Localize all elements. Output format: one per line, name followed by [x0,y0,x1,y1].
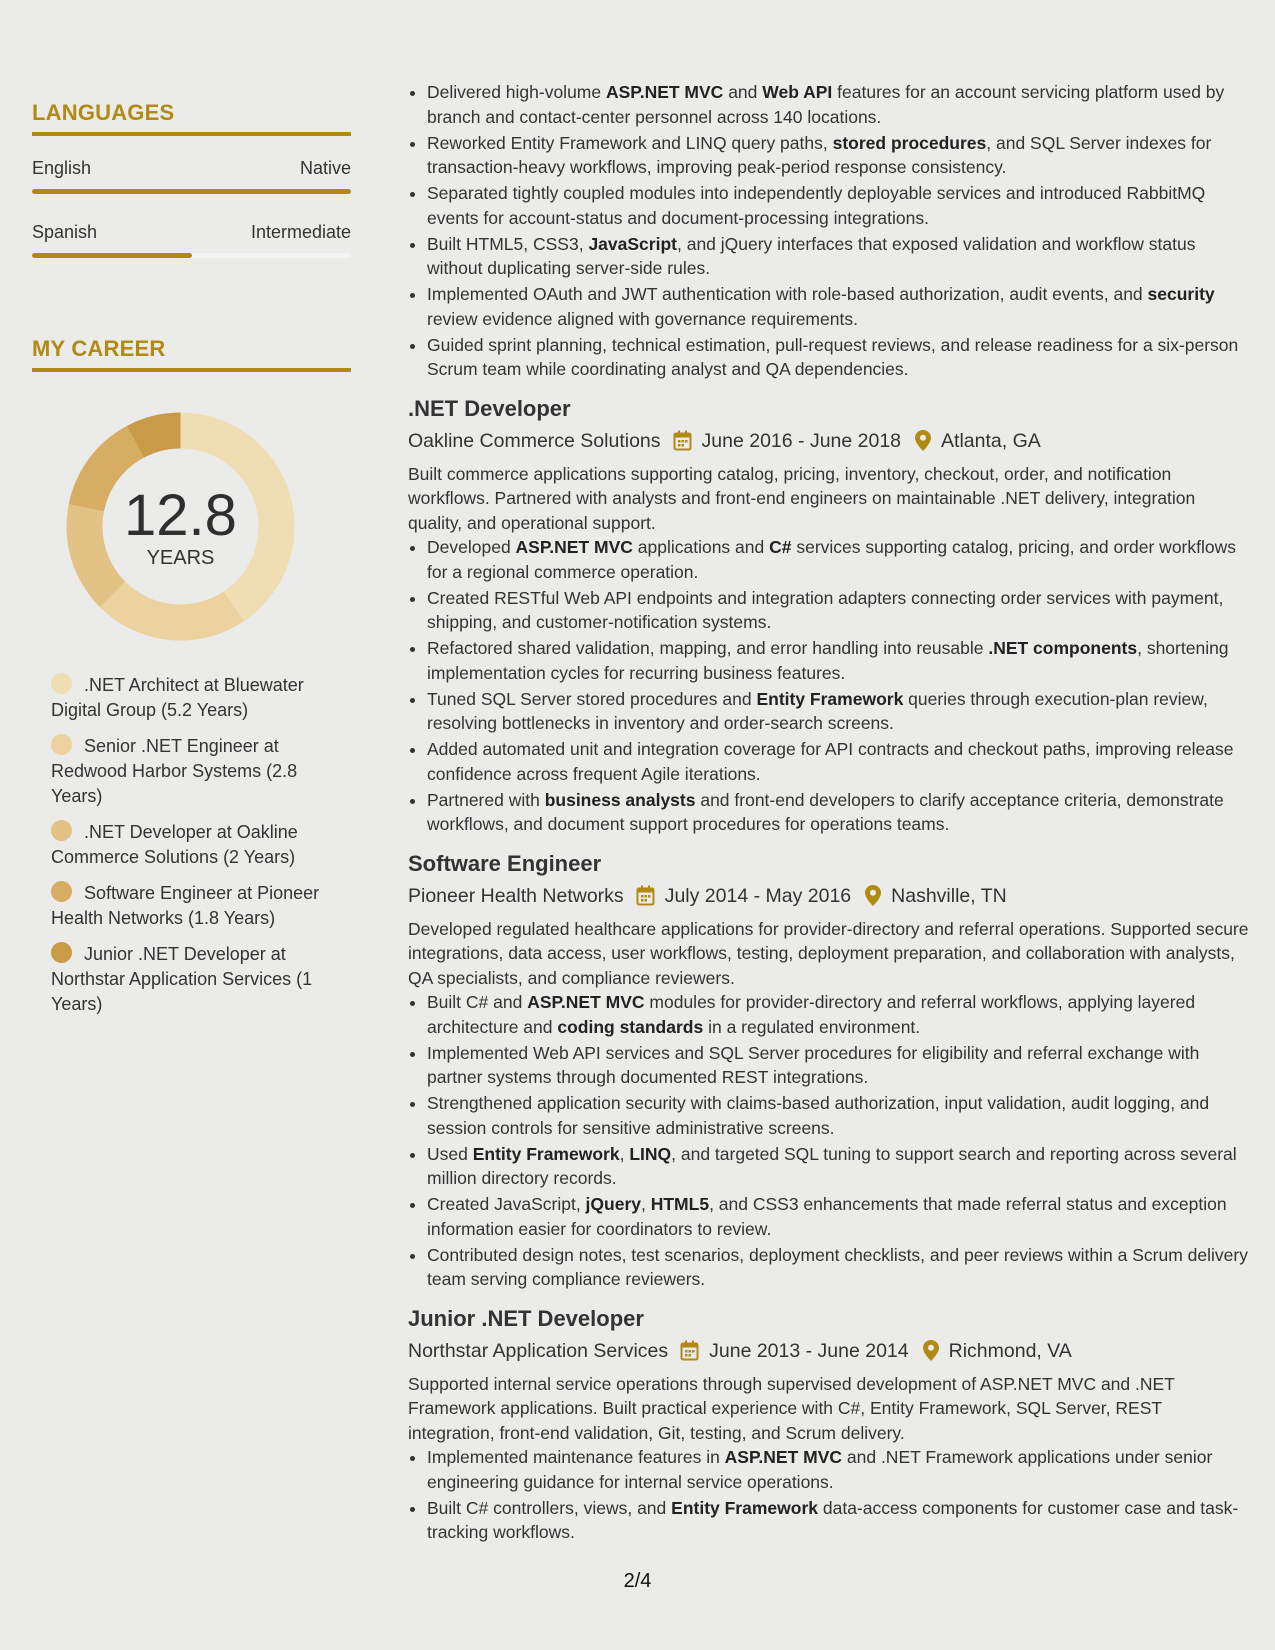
bullet-text: and .NET Framework applications under senior engineering guidance for internal service operations. [427,1447,1213,1492]
bullet-text: , and jQuery interfaces that exposed validation and workflow status without duplicating server-side rules. [427,233,1196,278]
bold-keyword: ASP.NET MVC [724,1447,843,1467]
language-item [32,158,351,194]
job-location: Richmond, VA [948,1339,1072,1362]
bold-keyword: HTML5 [650,1194,710,1214]
bullet-text: and front-end developers to clarify acceptance criteria, demonstrate workflows, and document support procedures for operations teams. [427,789,1224,834]
company-name: Oakline Commerce Solutions [408,429,661,452]
job-meta [408,426,1252,456]
bullet-item [427,282,1252,331]
bullet-text: , and CSS3 enhancements that made referral status and exception information easier for coordinators to review. [427,1194,1227,1239]
bullet-text: Implemented OAuth and JWT authentication with role-based authorization, audit events, and [427,284,1148,304]
bullet-item [427,232,1252,281]
bullet-item [427,1041,1252,1090]
bullet-item [427,1243,1252,1292]
career-donut-chart [66,412,295,641]
bold-keyword: .NET components [988,638,1138,658]
bullet-item [427,737,1252,786]
bullet-item [427,788,1252,837]
bold-keyword: ASP.NET MVC [527,992,645,1012]
donut-center [66,412,295,641]
bullet-text: Added automated unit and integration coverage for API contracts and checkout paths, improving release confidence across frequent Agile iterations. [427,739,1234,784]
calendar-icon [673,430,692,451]
bullet-item [427,1091,1252,1140]
bullet-text: Created RESTful Web API endpoints and integration adapters connecting order services with payment, shipping, and customer-notification systems. [427,587,1224,632]
proficiency-fill [32,189,351,194]
job-bullets [408,990,1252,1292]
bold-keyword: coding standards [557,1016,704,1037]
job-location: Atlanta, GA [941,429,1041,452]
bold-keyword: Entity Framework [756,688,904,709]
language-level: Native [299,158,351,178]
bullet-text: Separated tightly coupled modules into independently deployable services and introduced RabbitMQ events for account-status and document-processing integrations. [427,183,1206,228]
bullet-text: Implemented maintenance features in [427,1447,725,1467]
bold-keyword: JavaScript [588,233,677,254]
language-row [32,222,351,243]
legend-label: .NET Developer at Oakline Commerce Solutions (2 Years) [51,822,298,867]
bullet-item [427,636,1252,685]
bullet-text: , and SQL Server indexes for transaction-heavy workflows, improving peak-period response consistency. [427,132,1212,177]
bullet-item [427,1142,1252,1191]
bullet-item [427,1445,1252,1494]
bullet-text: Guided sprint planning, technical estimation, pull-request reviews, and release readiness for a six-person Scrum team while coordinating analyst and QA dependencies. [427,334,1239,379]
job-bullets [408,1445,1252,1545]
bold-keyword: ASP.NET MVC [605,82,724,102]
legend-item [51,881,341,931]
proficiency-bar [32,253,351,258]
job-bullets [408,535,1252,837]
location-pin-icon [923,1340,939,1361]
previous-role-bullets [408,80,1252,382]
bullet-text: , shortening implementation cycles for recurring business features. [427,638,1229,683]
bold-keyword: security [1147,284,1215,304]
bullet-text: Built C# and [427,992,528,1012]
bullet-item [427,535,1252,584]
bullet-text: and [723,82,763,102]
bullet-text: features for an account servicing platform used by branch and contact-center personnel across 140 locations. [427,82,1225,127]
bullet-text: services supporting catalog, pricing, and order workflows for a regional commerce operation. [427,537,1236,582]
bullet-text: , [619,1143,630,1164]
career-legend [51,673,341,1017]
legend-swatch [51,673,72,694]
legend-item [51,820,341,870]
bullet-item [427,1192,1252,1241]
language-item [32,222,351,258]
bullet-text: Built HTML5, CSS3, [427,233,589,254]
bullet-item [427,990,1252,1039]
location-pin-icon [865,885,881,906]
legend-swatch [51,881,72,902]
bullet-item [427,333,1252,382]
bullet-text: Refactored shared validation, mapping, and error handling into reusable [427,638,989,658]
language-row [32,158,351,179]
legend-label: .NET Architect at Bluewater Digital Group (5.2 Years) [51,675,304,720]
job-entry [408,849,1252,1292]
job-summary: Built commerce applications supporting catalog, pricing, inventory, checkout, order, and notification workflows. Partnered with analysts and front-end engineers on maintainable .NET delivery, integration quality, and operational support. [408,463,1196,533]
job-summary: Supported internal service operations through supervised development of ASP.NET MVC and .NET Framework applications. Built practical experience with C#, Entity Framework, SQL Server, REST integration, front-end validation, Git, testing, and Scrum delivery. [408,1373,1175,1443]
bullet-text: , and targeted SQL tuning to support search and reporting across several million directory records. [427,1143,1237,1188]
bullet-item [427,131,1252,180]
company-name: Pioneer Health Networks [408,884,624,907]
legend-swatch [51,942,72,963]
bold-keyword: LINQ [629,1143,672,1164]
bullet-text: in a regulated environment. [703,1016,921,1037]
bullet-text: Tuned SQL Server stored procedures and [427,688,757,709]
bullet-text: Partnered with [427,789,545,810]
language-name: English [32,158,92,178]
sidebar [32,100,351,1028]
legend-label: Software Engineer at Pioneer Health Networks (1.8 Years) [51,883,320,928]
page-number: 2/4 [623,1570,652,1592]
calendar-icon [636,885,655,906]
bullet-text: applications and [632,537,770,557]
bullet-item [427,586,1252,635]
job-meta [408,881,1252,911]
proficiency-bar [32,189,351,194]
job-meta [408,1336,1252,1366]
legend-label: Junior .NET Developer at Northstar Application Services (1 Years) [51,944,313,1014]
bullet-text: Contributed design notes, test scenarios, deployment checklists, and peer reviews within a Scrum delivery team serving compliance reviewers. [427,1244,1248,1289]
bold-keyword: Entity Framework [671,1497,818,1518]
main-content [408,80,1252,1546]
legend-swatch [51,734,72,755]
job-title: Software Engineer [408,850,602,876]
language-name: Spanish [32,222,98,242]
legend-item [51,942,341,1017]
total-years-unit: YEARS [146,547,215,569]
career-heading: MY CAREER [32,336,351,372]
job-location: Nashville, TN [891,884,1007,907]
bold-keyword: stored procedures [832,132,987,153]
bullet-text: queries through execution-plan review, resolving bottlenecks in inventory and order-search screens. [427,688,1208,733]
legend-item [51,673,341,723]
job-title: Junior .NET Developer [408,1305,644,1331]
bold-keyword: Web API [762,82,833,102]
bullet-item [427,80,1252,129]
bullet-text: Implemented Web API services and SQL Server procedures for eligibility and referral exchange with partner systems through documented REST integrations. [427,1042,1200,1087]
bullet-item [427,181,1252,230]
bullet-text: Built C# controllers, views, and [427,1497,672,1518]
job-summary: Developed regulated healthcare applications for provider-directory and referral operations. Supported secure integrations, data access, user workflows, testing, deployment preparation, and collaboration with analysts, QA specialists, and compliance reviewers. [408,918,1249,988]
proficiency-fill [32,253,192,258]
legend-item [51,734,341,809]
bullet-text: data-access components for customer case and task-tracking workflows. [427,1497,1239,1542]
bullet-item [427,1496,1252,1545]
bullet-text: review evidence aligned with governance requirements. [427,308,858,329]
bullet-text: Used [427,1143,473,1164]
company-name: Northstar Application Services [408,1339,669,1362]
job-dates: June 2016 - June 2018 [701,429,902,452]
job-entry [408,1304,1252,1545]
languages-heading: LANGUAGES [32,100,351,136]
bold-keyword: business analysts [544,789,696,810]
bullet-text: , [641,1194,651,1214]
experience-list [408,394,1252,1545]
location-pin-icon [915,430,931,451]
language-level: Intermediate [250,222,351,242]
calendar-icon [680,1340,699,1361]
bullet-text: Developed [427,537,516,557]
legend-swatch [51,820,72,841]
job-title: .NET Developer [408,395,571,421]
job-dates: July 2014 - May 2016 [664,884,852,907]
legend-label: Senior .NET Engineer at Redwood Harbor Systems (2.8 Years) [51,736,298,806]
bullet-item [427,687,1252,736]
languages-list [32,158,351,258]
bullet-text: Reworked Entity Framework and LINQ query paths, [427,132,833,153]
total-years-value: 12.8 [124,483,237,548]
bullet-text: Created JavaScript, [427,1194,586,1214]
bold-keyword: Entity Framework [472,1143,620,1164]
bullet-text: modules for provider-directory and referral workflows, applying layered architecture and [427,992,1196,1037]
job-dates: June 2013 - June 2014 [709,1339,909,1362]
bold-keyword: ASP.NET MVC [515,537,633,557]
bullet-text: Strengthened application security with claims-based authorization, input validation, audit logging, and session controls for sensitive administrative screens. [427,1093,1210,1138]
bullet-text: Delivered high-volume [427,82,606,102]
bold-keyword: jQuery [585,1194,641,1214]
bold-keyword: C# [769,537,792,557]
job-entry [408,394,1252,837]
